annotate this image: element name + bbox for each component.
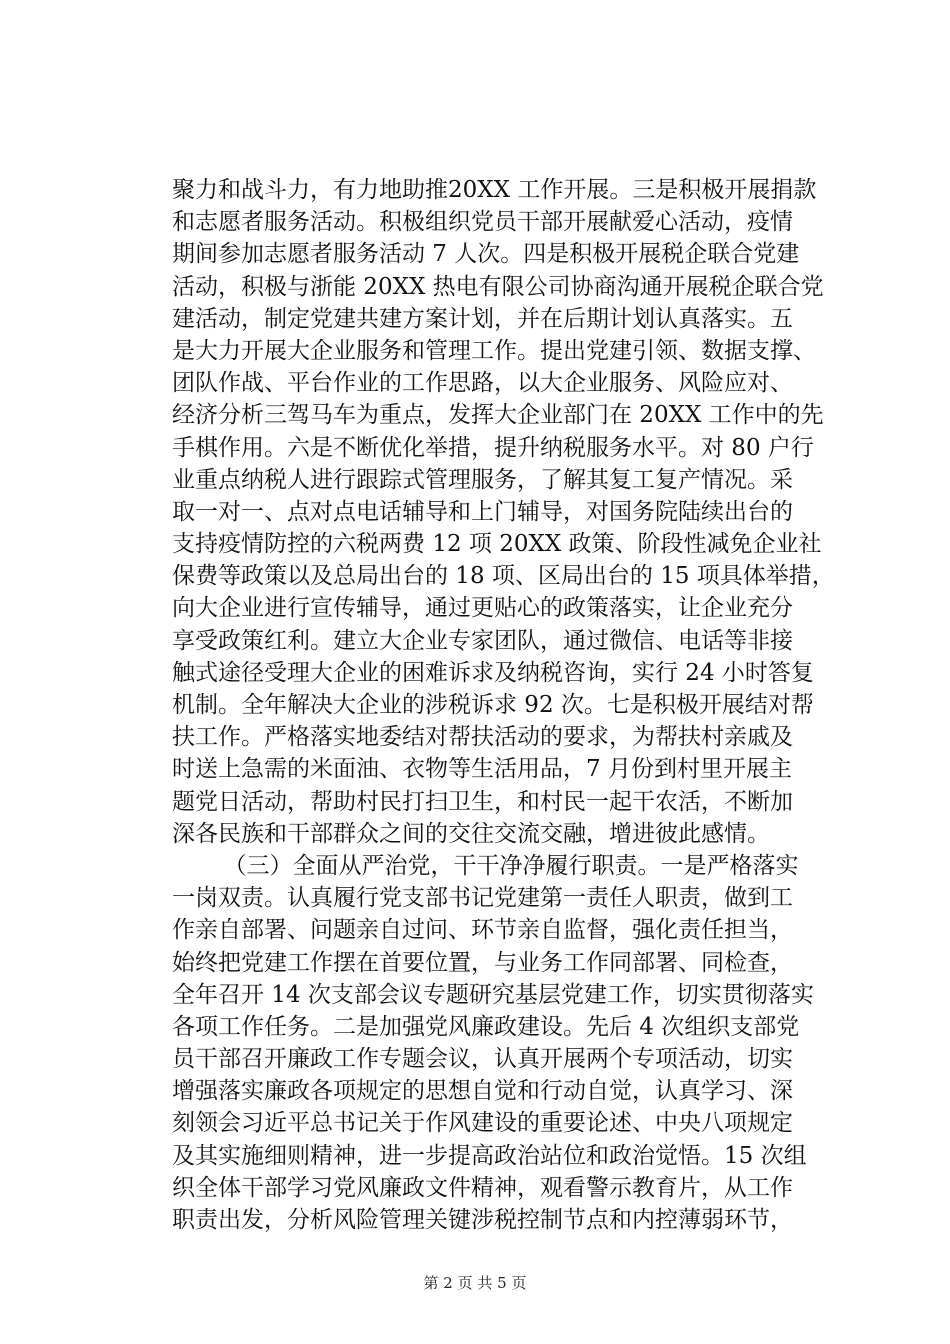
text-line: 业重点纳税人进行跟踪式管理服务，了解其复工复产情况。采 <box>172 466 793 493</box>
text-line: 建活动，制定党建共建方案计划，并在后期计划认真落实。五 <box>172 305 793 332</box>
text-line: 机制。全年解决大企业的涉税诉求 92 次。七是积极开展结对帮 <box>172 692 814 718</box>
text-line: （三）全面从严治党，干干净净履行职责。一是严格落实 <box>235 852 799 879</box>
text-line: 织全体干部学习党风廉政文件精神，观看警示教育片，从工作 <box>172 1174 793 1201</box>
text-line: 员干部召开廉政工作专题会议，认真开展两个专项活动，切实 <box>172 1046 793 1073</box>
text-line: 增强落实廉政各项规定的思想自觉和行动自觉，认真学习、深 <box>172 1078 793 1105</box>
text-line: 职责出发，分析风险管理关键涉税控制节点和内控薄弱环节， <box>172 1207 793 1233</box>
text-line: 是大力开展大企业服务和管理工作。提出党建引领、数据支撑、 <box>172 337 816 364</box>
text-line: 各项工作任务。二是加强党风廉政建设。先后 4 次组织支部党 <box>172 1013 800 1040</box>
text-line: 聚力和战斗力，有力地助推20XX 工作开展。三是积极开展捐款 <box>172 177 817 203</box>
text-line: 向大企业进行宣传辅导，通过更贴心的政策落实，让企业充分 <box>172 595 793 622</box>
text-line: 刻领会习近平总书记关于作风建设的重要论述、中央八项规定 <box>172 1110 793 1137</box>
text-line: 团队作战、平台作业的工作思路，以大企业服务、风险应对、 <box>172 370 793 397</box>
page-number-label: 第 2 页 共 5 页 <box>423 1274 527 1292</box>
page-footer <box>0 1272 950 1293</box>
text-line: 作亲自部署、问题亲自过问、环节亲自监督，强化责任担当， <box>172 917 793 944</box>
text-line: 支持疫情防控的六税两费 12 项 20XX 政策、阶段性减免企业社 <box>172 531 822 558</box>
text-line: 保费等政策以及总局出台的 18 项、区局出台的 15 项具体举措， <box>172 563 835 590</box>
text-line: 享受政策红利。建立大企业专家团队，通过微信、电话等非接 <box>172 627 793 654</box>
text-line: 题党日活动，帮助村民打扫卫生，和村民一起干农活，不断加 <box>172 788 793 815</box>
text-line: 活动，积极与浙能 20XX 热电有限公司协商沟通开展税企联合党 <box>172 273 824 300</box>
text-line: 始终把党建工作摆在首要位置，与业务工作同部署、同检查， <box>172 949 793 976</box>
text-line: 一岗双责。认真履行党支部书记党建第一责任人职责，做到工 <box>172 885 793 912</box>
text-line: 手棋作用。六是不断优化举措，提升纳税服务水平。对 80 户行 <box>172 434 814 461</box>
text-line: 深各民族和干部群众之间的交往交流交融，增进彼此感情。 <box>172 820 770 847</box>
text-line: 触式途径受理大企业的困难诉求及纳税咨询，实行 24 小时答复 <box>172 659 814 686</box>
indent-space <box>189 853 235 879</box>
text-line: 期间参加志愿者服务活动 7 人次。四是积极开展税企联合党建 <box>172 241 800 268</box>
text-line: 扶工作。严格落实地委结对帮扶活动的要求，为帮扶村亲戚及 <box>172 724 793 751</box>
text-line: 及其实施细则精神，进一步提高政治站位和政治觉悟。15 次组 <box>172 1142 807 1169</box>
text-line: 取一对一、点对点电话辅导和上门辅导，对国务院陆续出台的 <box>172 498 793 525</box>
section-heading-line <box>172 850 852 882</box>
text-line: 经济分析三驾马车为重点，发挥大企业部门在 20XX 工作中的先 <box>172 402 824 429</box>
document-body <box>172 174 852 1236</box>
text-line: 全年召开 14 次支部会议专题研究基层党建工作，切实贯彻落实 <box>172 981 814 1008</box>
text-line: 和志愿者服务活动。积极组织党员干部开展献爱心活动，疫情 <box>172 209 793 236</box>
text-line: 时送上急需的米面油、衣物等生活用品，7 月份到村里开展主 <box>172 756 792 783</box>
